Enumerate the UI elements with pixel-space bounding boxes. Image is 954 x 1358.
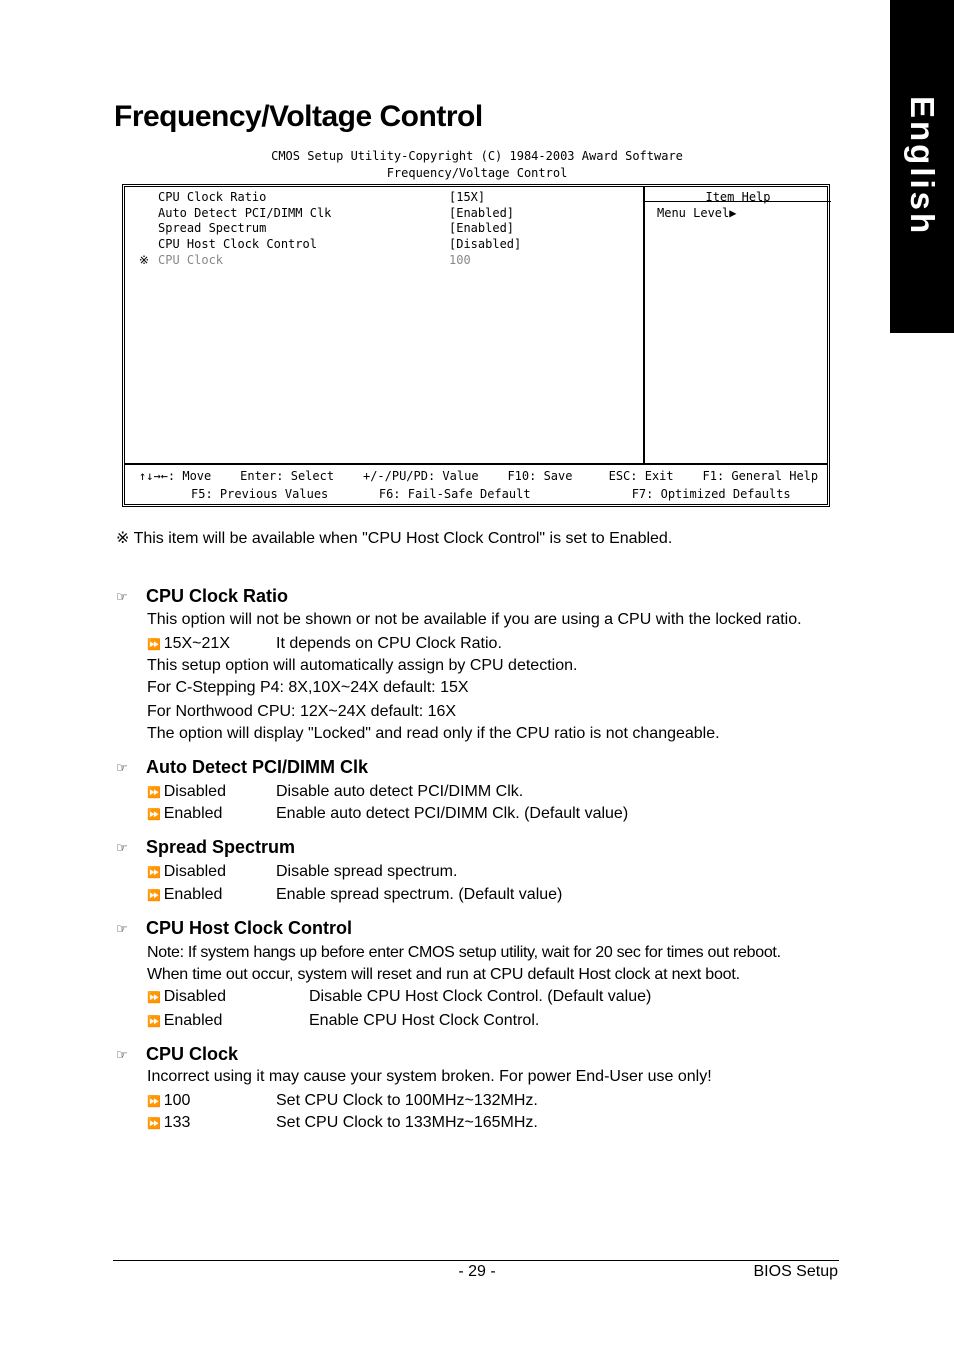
section-spread-spectrum: [116, 837, 295, 858]
bios-value-spread-spectrum[interactable]: [Enabled]: [449, 221, 515, 235]
availability-note: ※ This item will be available when "CPU Host Clock Control" is set to Enabled.: [116, 530, 673, 547]
option-label: 133: [163, 1114, 191, 1131]
bios-item-cpu-clock-ratio[interactable]: CPU Clock Ratio: [158, 190, 267, 204]
option-label: Enabled: [163, 1012, 223, 1029]
option-item: [147, 886, 563, 904]
bios-item-cpu-clock: CPU Clock: [158, 253, 224, 267]
double-arrow-icon: ⏩: [147, 1016, 161, 1028]
option-label: Enabled: [163, 886, 223, 903]
option-description: Disable CPU Host Clock Control. (Default value): [309, 988, 652, 1005]
section-text: Note: If system hangs up before enter CMOS setup utility, wait for 20 sec for times out reboot.: [147, 944, 781, 961]
page-title: Frequency/Voltage Control: [114, 100, 483, 133]
section-text: For C-Stepping P4: 8X,10X~24X default: 15X: [147, 679, 469, 696]
double-arrow-icon: ⏩: [147, 1118, 161, 1130]
option-label: Enabled: [163, 805, 223, 822]
section-title: CPU Clock: [146, 1044, 239, 1064]
footer-section-label: BIOS Setup: [753, 1263, 838, 1280]
section-text: For Northwood CPU: 12X~24X default: 16X: [147, 703, 457, 720]
option-description: Enable auto detect PCI/DIMM Clk. (Default value): [276, 805, 629, 822]
section-text: The option will display "Locked" and read only if the CPU ratio is not changeable.: [147, 725, 720, 742]
section-title: Spread Spectrum: [146, 837, 296, 857]
bios-value-cpu-clock-ratio[interactable]: [15X]: [449, 190, 486, 204]
option-label: 100: [163, 1092, 191, 1109]
section-cpu-clock: [116, 1044, 238, 1065]
bios-key-legend-row1: ↑↓→←: Move Enter: Select +/-/PU/PD: Value F10: Save ESC: Exit F1: General Help: [139, 469, 819, 483]
pointing-hand-icon: ☞: [116, 1046, 128, 1062]
bios-key-legend-row2: F5: Previous Values F6: Fail-Safe Default F7: Optimized Defaults: [191, 487, 791, 501]
double-arrow-icon: ⏩: [147, 1096, 161, 1108]
footer-divider: [113, 1260, 839, 1261]
section-host-clock-control: [116, 918, 352, 939]
section-title: Auto Detect PCI/DIMM Clk: [146, 757, 369, 777]
double-arrow-icon: ⏩: [147, 992, 161, 1004]
pointing-hand-icon: ☞: [116, 759, 128, 775]
bios-item-host-clock-control[interactable]: CPU Host Clock Control: [158, 237, 317, 251]
option-description: It depends on CPU Clock Ratio.: [276, 635, 502, 652]
option-item: [147, 863, 458, 881]
bios-item-marker: ※: [139, 253, 150, 267]
section-title: CPU Host Clock Control: [146, 918, 353, 938]
option-description: Set CPU Clock to 100MHz~132MHz.: [276, 1092, 538, 1109]
bios-help-title: Item Help: [705, 190, 771, 204]
option-item: [147, 1012, 540, 1030]
bios-caption-copyright: CMOS Setup Utility-Copyright (C) 1984-2003 Award Software: [271, 149, 683, 163]
double-arrow-icon: ⏩: [147, 890, 161, 902]
option-item: [147, 635, 502, 653]
section-text: Incorrect using it may cause your system broken. For power End-User use only!: [147, 1068, 712, 1085]
bios-value-host-clock-control[interactable]: [Disabled]: [449, 237, 522, 251]
option-item: [147, 988, 652, 1006]
bios-item-auto-detect[interactable]: Auto Detect PCI/DIMM Clk: [158, 206, 332, 220]
page-number: - 29 -: [458, 1263, 496, 1280]
double-arrow-icon: ⏩: [147, 787, 161, 799]
section-auto-detect: [116, 757, 368, 778]
option-description: Set CPU Clock to 133MHz~165MHz.: [276, 1114, 538, 1131]
option-description: Disable spread spectrum.: [276, 863, 458, 880]
bios-caption-title: Frequency/Voltage Control: [386, 166, 568, 180]
bios-value-cpu-clock: 100: [449, 253, 471, 267]
double-arrow-icon: ⏩: [147, 867, 161, 879]
bios-footer-divider: [125, 463, 827, 465]
bios-help-menu-level: Menu Level▶: [657, 206, 737, 220]
option-item: [147, 1092, 538, 1110]
section-text: This option will not be shown or not be available if you are using a CPU with the locked ratio.: [147, 611, 802, 628]
bios-value-auto-detect[interactable]: [Enabled]: [449, 206, 515, 220]
double-arrow-icon: ⏩: [147, 639, 161, 651]
option-item: [147, 1114, 538, 1132]
section-text: When time out occur, system will reset and run at CPU default Host clock at next boot.: [147, 966, 740, 983]
pointing-hand-icon: ☞: [116, 920, 128, 936]
option-label: Disabled: [163, 988, 226, 1005]
option-description: Enable spread spectrum. (Default value): [276, 886, 563, 903]
pointing-hand-icon: ☞: [116, 839, 128, 855]
section-text: This setup option will automatically assign by CPU detection.: [147, 657, 578, 674]
language-tab-label: English: [904, 96, 941, 237]
option-label: Disabled: [163, 863, 226, 880]
option-description: Disable auto detect PCI/DIMM Clk.: [276, 783, 524, 800]
section-cpu-clock-ratio: [116, 586, 288, 607]
bios-item-spread-spectrum[interactable]: Spread Spectrum: [158, 221, 267, 235]
option-description: Enable CPU Host Clock Control.: [309, 1012, 540, 1029]
option-item: [147, 805, 629, 823]
pointing-hand-icon: ☞: [116, 588, 128, 604]
option-label: 15X~21X: [163, 635, 230, 652]
option-label: Disabled: [163, 783, 226, 800]
bios-column-divider: [643, 187, 645, 463]
option-item: [147, 783, 524, 801]
double-arrow-icon: ⏩: [147, 809, 161, 821]
bios-screen: [122, 184, 830, 507]
section-title: CPU Clock Ratio: [146, 586, 289, 606]
